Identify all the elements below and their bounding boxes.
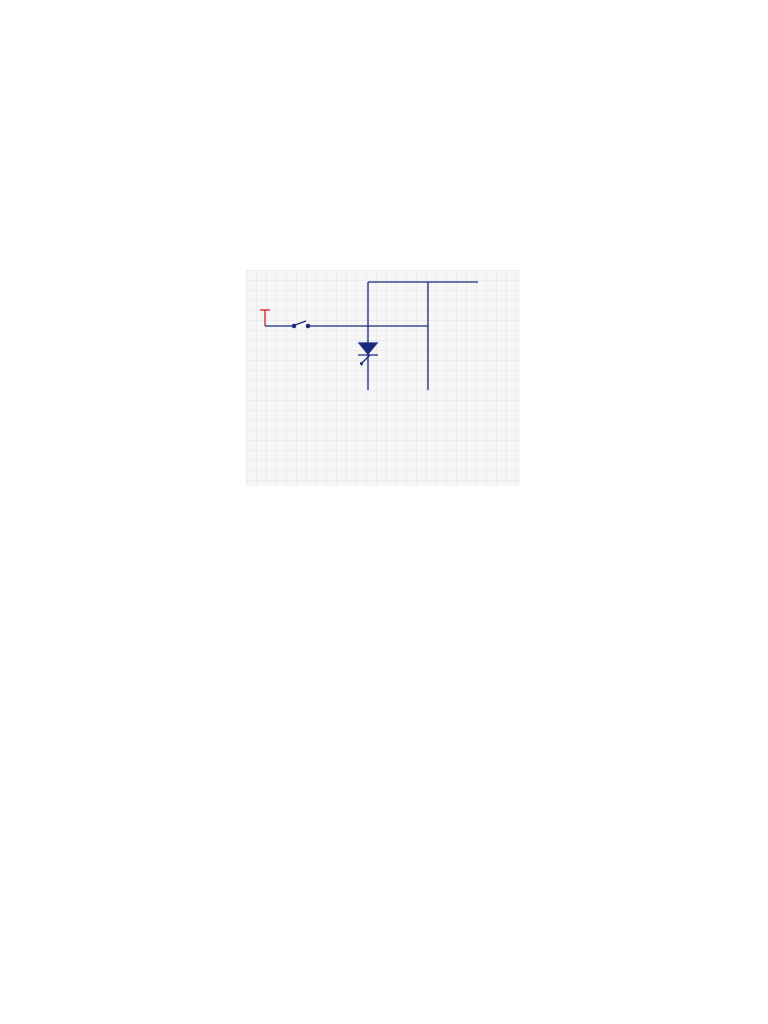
circuit-diagram-1: [246, 270, 520, 486]
circuit-1-svg: [246, 270, 520, 486]
